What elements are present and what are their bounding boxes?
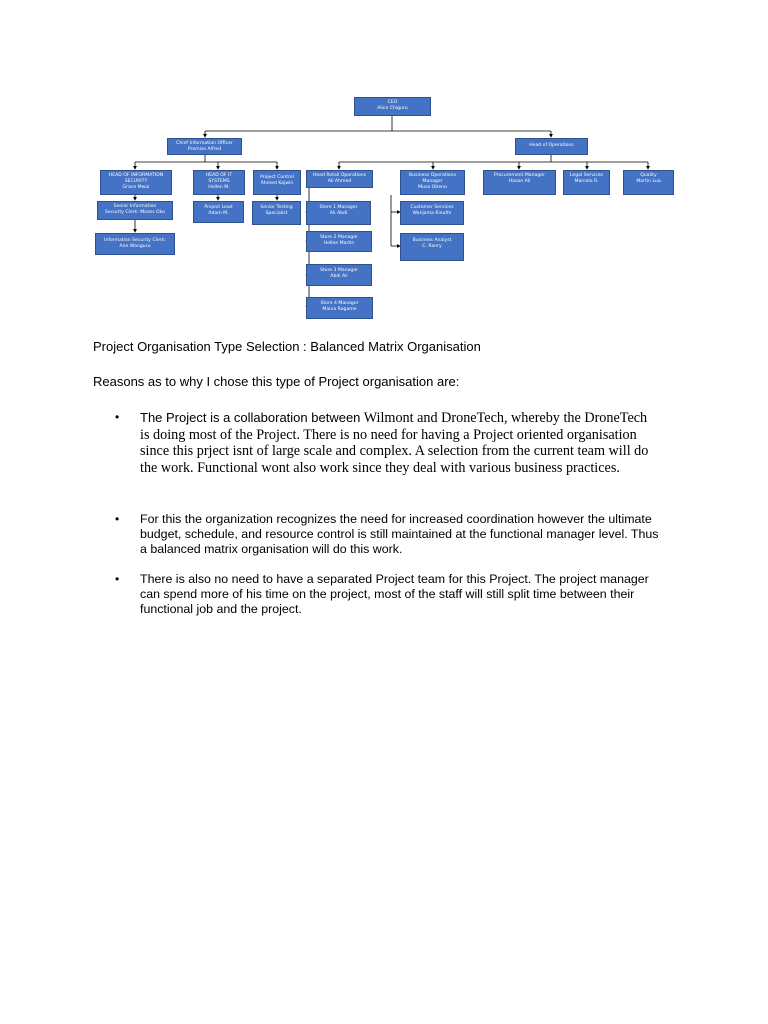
org-box-title: Head of Operations xyxy=(529,143,574,148)
org-chart xyxy=(0,0,768,330)
org-box-title: Store 4 Manager xyxy=(320,301,359,306)
org-box-title: Customer Services xyxy=(410,205,454,210)
org-box-person: Marcelo R. xyxy=(574,178,599,184)
bullet-marker: • xyxy=(115,512,120,526)
org-box-title-line2: Specialist xyxy=(265,210,288,216)
org-box-person: Martin Lua xyxy=(636,178,661,184)
org-box-customer-services xyxy=(400,201,464,225)
org-box-title: Information Security Clerk: xyxy=(104,238,166,243)
org-box-person: Wanjama Kinuthi xyxy=(412,210,452,216)
org-box-title: Head Retail Operations xyxy=(312,173,367,178)
org-box-cio xyxy=(167,138,242,155)
org-box-title-line2: SYSTEMS xyxy=(208,178,230,184)
bullet-marker: • xyxy=(115,410,120,424)
org-box-title: Quality xyxy=(640,173,657,178)
org-box-business-operations-manager xyxy=(400,170,465,195)
org-box-store2-manager xyxy=(306,231,372,252)
org-box-title: Procurement Manager xyxy=(494,173,545,178)
org-box-person: Hellen Martin xyxy=(323,240,355,246)
org-box-store4-manager xyxy=(306,297,373,319)
org-box-title: Store 2 Manager xyxy=(319,235,359,240)
org-box-head-operations xyxy=(515,138,588,155)
section-heading-reasons: Reasons as to why I chose this type of Project organisation are: xyxy=(93,374,460,389)
org-box-person: Adam M. xyxy=(208,210,229,216)
org-box-legal-services xyxy=(563,170,610,195)
section-heading-organisation-type: Project Organisation Type Selection : Balanced Matrix Organisation xyxy=(93,339,481,354)
org-box-quality xyxy=(623,170,674,195)
org-box-person: Security Clerk: Moses Oko xyxy=(105,209,165,215)
org-box-person: Promise Alfred xyxy=(187,146,222,152)
org-box-title-line2: Manager xyxy=(422,178,443,184)
org-box-person: Grace Mwai xyxy=(122,184,150,190)
org-box-info-security-clerk xyxy=(95,233,175,255)
org-box-business-analyst xyxy=(400,233,464,261)
org-box-title-line2: SECURITY xyxy=(124,178,148,184)
org-box-title: CEO xyxy=(387,100,398,105)
org-box-person: Ahmed Kajwin xyxy=(260,180,294,186)
org-box-person: Ann Wanguru xyxy=(119,243,151,249)
org-box-title: Business Analyst xyxy=(412,238,452,243)
org-box-title: Senior Information xyxy=(113,204,157,209)
org-box-title: HEAD OF IT xyxy=(205,173,233,178)
org-box-ceo xyxy=(354,97,431,116)
org-box-title: Store 1 Manager xyxy=(319,205,358,210)
org-box-project-control xyxy=(253,170,301,195)
org-box-title: Project Control xyxy=(260,175,294,180)
bullet-paragraph-3: There is also no need to have a separated Project team for this Project. The project manager can spend more of his time on the project, most of the staff will still split time between their functional job and the project. xyxy=(140,572,649,616)
org-box-head-retail-operations xyxy=(306,170,373,188)
org-box-title: Legal Services xyxy=(569,173,604,178)
org-box-senior-testing-specialist xyxy=(252,201,301,225)
bullet-paragraph-2: For this the organization recognizes the need for increased coordination however the ultimate budget, schedule, and resource control is still maintained at the functional manager level. Thus a balanced matrix organisation will do this work. xyxy=(140,512,659,556)
org-box-head-info-security xyxy=(100,170,172,195)
org-box-person: Musa Otieno xyxy=(418,184,447,190)
org-box-store1-manager xyxy=(306,201,371,225)
org-box-procurement-manager xyxy=(483,170,556,195)
org-box-person: Hellen M. xyxy=(208,184,230,190)
org-box-title: Chief Information Officer xyxy=(176,141,233,146)
org-box-title: Business Operations xyxy=(409,173,456,178)
org-box-senior-info-security-clerk xyxy=(97,201,173,220)
org-box-title: Project Lead xyxy=(204,205,233,210)
org-box-person: Ali Abdi xyxy=(329,210,348,216)
bullet-marker: • xyxy=(115,572,120,586)
org-box-person: Alice Chiguru xyxy=(377,105,408,111)
org-chart-connectors xyxy=(0,0,768,330)
org-box-project-lead xyxy=(193,201,244,223)
org-box-title: Store 3 Manager xyxy=(319,268,359,273)
org-box-person: Maina Ragame xyxy=(322,306,357,312)
org-box-title: HEAD OF INFORMATION xyxy=(108,173,164,178)
org-box-title: Senior Testing xyxy=(260,205,293,210)
org-box-person: Ali Ahmed xyxy=(327,178,352,184)
org-box-person: Abdi Ali xyxy=(330,273,348,279)
org-box-person: C. Ranry xyxy=(422,243,442,249)
org-box-person: Hasan Ali xyxy=(508,178,531,184)
bullet-paragraph-1 xyxy=(140,410,660,476)
bullet-1-lead: The Project is a collaboration between xyxy=(140,410,361,425)
org-box-store3-manager xyxy=(306,264,372,286)
bullet-1-text: Wilmont and DroneTech, whereby the DroneTech is doing most of the Project. There is no need for having a Project oriented organisation since this prject isnt of large scale and complex. A selection from the current team will do the work. Functional wont also work since they deal with various business practices. xyxy=(140,410,649,476)
org-box-head-it-systems xyxy=(193,170,245,195)
